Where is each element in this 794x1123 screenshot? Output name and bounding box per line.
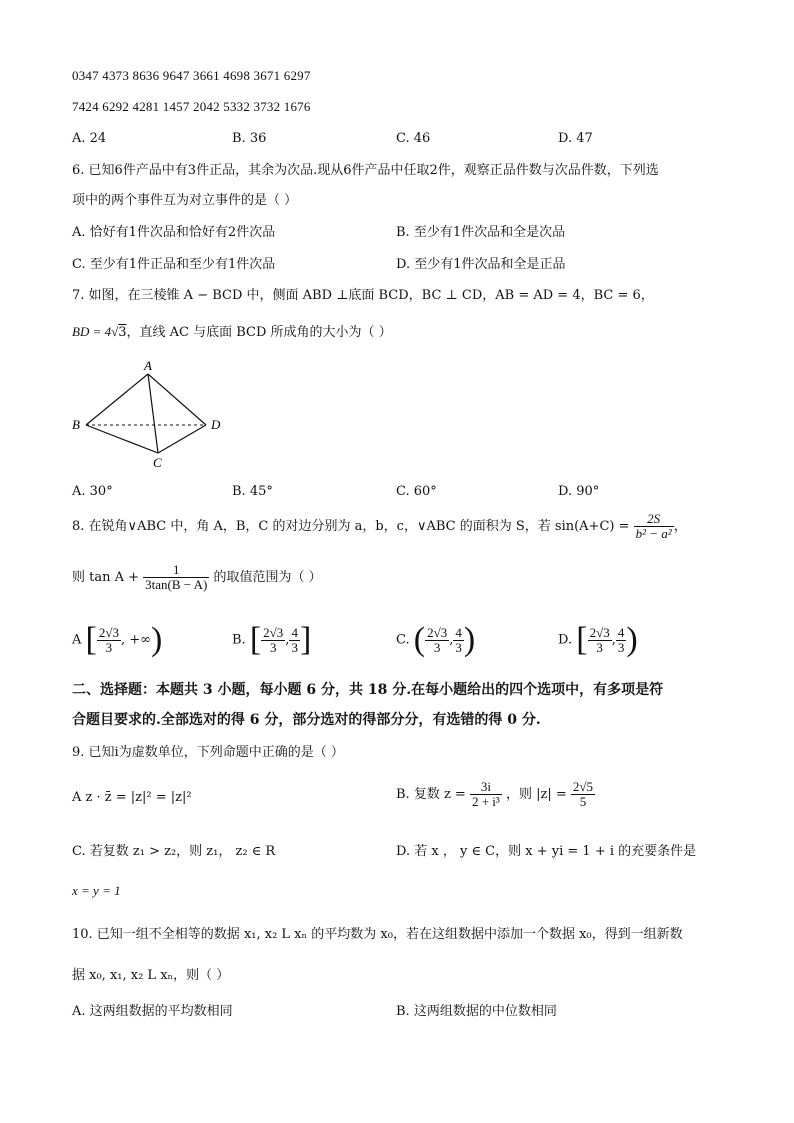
q9-b-mid: ，则 |z| = [505,787,567,802]
q8-b-label: B. [232,632,246,648]
q7-option-d: D. 90° [558,484,600,499]
edge-ab [86,374,148,425]
q8-b-den2: 3 [291,639,298,655]
q5-option-d: D. 47 [558,131,593,146]
vertex-label-d: D [211,417,221,432]
q7-bd-radicand: 3 [118,325,127,340]
q7-line2-post: ，直线 AC 与底面 BCD 所成角的大小为（ ） [126,325,392,340]
q8-a-label: A [72,632,82,648]
q8-frac2-den: 3tan(B − A) [145,577,208,592]
q7-option-a: A. 30° [72,484,113,499]
q8-d-label: D. [558,632,573,648]
edge-cd [158,425,206,453]
q7-option-c: C. 60° [396,484,437,499]
q8-line2-pre: 则 tan A + [72,570,140,585]
q9-option-d: D. 若 x ， y ∈ C，则 x + yi = 1 + i 的充要条件是 [396,844,697,859]
q8-c-den2: 3 [455,639,462,655]
pyramid-diagram [66,355,236,475]
q9-option-c: C. 若复数 z₁ > z₂，则 z₁， z₂ ∈ R [72,844,276,859]
q7-stem-line-2: BD = 4√3，直线 AC 与底面 BCD 所成角的大小为（ ） [72,324,392,340]
q8-d-num1: 2√3 [589,624,610,640]
q5-option-c: C. 46 [396,131,431,146]
q6-option-d: D. 至少有1件次品和全是正品 [396,257,566,272]
q8-option-c: C. ( $\frac{2√3}{3}$ , $\frac{4}{3}$ ) [396,621,476,658]
q8-d-den1: 3 [596,639,603,655]
q8-stem-line-1 [72,512,687,542]
q9-option-a: A z · z̄ = |z|² = |z|² [72,790,192,805]
q9-b-num2: 2√5 [572,779,594,794]
q8-option-d: D. [ $\frac{2√3}{3}$ , $\frac{4}{3}$ ) [558,621,638,658]
edge-bc [86,425,158,453]
q8-line2-post: 的取值范围为（ ） [213,570,322,585]
q5-option-a: A. 24 [72,131,107,146]
edge-ad [148,374,206,425]
q7-bd-text: BD = 4 [72,324,112,339]
edge-ac [148,374,158,453]
q9-stem: 9. 已知i为虚数单位，下列命题中正确的是（ ） [72,745,344,760]
vertex-label-c: C [153,455,162,470]
random-table-row-1: 0347 4373 8636 9647 3661 4698 3671 6297 [72,68,311,83]
q8-a-den: 3 [105,639,113,655]
q9-b-den2: 5 [579,794,587,809]
q7-stem-line-1: 7. 如图，在三棱锥 A − BCD 中，侧面 ABD ⊥底面 BCD，BC ⊥ CD，AB = AD = 4，BC = 6， [72,288,654,303]
q9-b-num: 3i [470,780,502,795]
q8-option-a: A [ $\frac{2√3}{3}$ , +∞) [72,621,163,658]
q7-option-b: B. 45° [232,484,273,499]
q8-b-den1: 3 [269,639,277,655]
q8-b-num1: 2√3 [263,624,284,640]
q8-a-tail: , +∞ [121,632,151,648]
vertex-label-a: A [144,358,152,373]
q10-option-a: A. 这两组数据的平均数相同 [72,1004,233,1019]
q8-frac-num: 2S [634,512,674,527]
q8-c-num2: 4 [455,624,462,640]
random-table-row-2: 7424 6292 4281 1457 2042 5332 3732 1676 [72,99,311,114]
q10-stem-line-2: 据 x₀, x₁, x₂ L xₙ，则（ ） [72,968,230,983]
q9-option-b [396,779,595,811]
q9-option-d-cont: x = y = 1 [72,883,121,898]
q6-option-a: A. 恰好有1件次品和恰好有2件次品 [72,225,276,240]
q8-c-den1: 3 [433,639,441,655]
q8-d-den2: 3 [617,639,625,655]
q6-option-c: C. 至少有1件正品和至少有1件次品 [72,257,276,272]
q9-b-den: 2 + i³ [471,794,500,809]
q8-stem-line-2 [72,563,322,593]
q8-option-b: B. [ $\frac{2√3}{3}$ , $\frac{4}{3}$ ] [232,621,312,658]
q8-c-num1: 2√3 [427,624,448,640]
q8-fraction-tan [143,563,209,592]
q6-stem-line-2: 项中的两个事件互为对立事件的是（ ） [72,193,298,208]
q8-frac-den: b² − a² [635,526,672,541]
q8-frac2-num: 1 [143,563,209,578]
q10-stem-line-1: 10. 已知一组不全相等的数据 x₁, x₂ L xₙ 的平均数为 x₀，若在这组数据中添加一个数据 x₀，得到一组新数 [72,927,683,942]
section-2-heading-line-1: 二、选择题：本题共 3 小题，每小题 6 分，共 18 分.在每小题给出的四个选项中，有多项是符 [72,682,664,698]
q5-option-b: B. 36 [232,131,267,146]
q6-stem-line-1: 6. 已知6件产品中有3件正品，其余为次品.现从6件产品中任取2件，观察正品件数与次品件数，下列选 [72,163,659,178]
q10-option-b: B. 这两组数据的中位数相同 [396,1004,557,1019]
q8-c-label: C. [396,632,410,648]
q8-b-num2: 4 [291,624,298,640]
q8-d-num2: 4 [617,624,625,640]
q6-option-b: B. 至少有1件次品和全是次品 [396,225,566,240]
q8-fraction-2s [634,512,674,541]
q9-b-pre: B. 复数 z = [396,787,466,802]
q8-line1-end: ， [673,519,687,534]
q8-line1-pre: 8. 在锐角∨ABC 中，角 A，B，C 的对边分别为 a，b，c，∨ABC 的面积为 S，若 sin(A+C) = [72,519,630,534]
vertex-label-b: B [72,417,80,432]
section-2-heading-line-2: 合题目要求的.全部选对的得 6 分，部分选对的得部分分，有选错的得 0 分. [72,712,541,728]
q8-a-num: 2√3 [98,624,119,640]
